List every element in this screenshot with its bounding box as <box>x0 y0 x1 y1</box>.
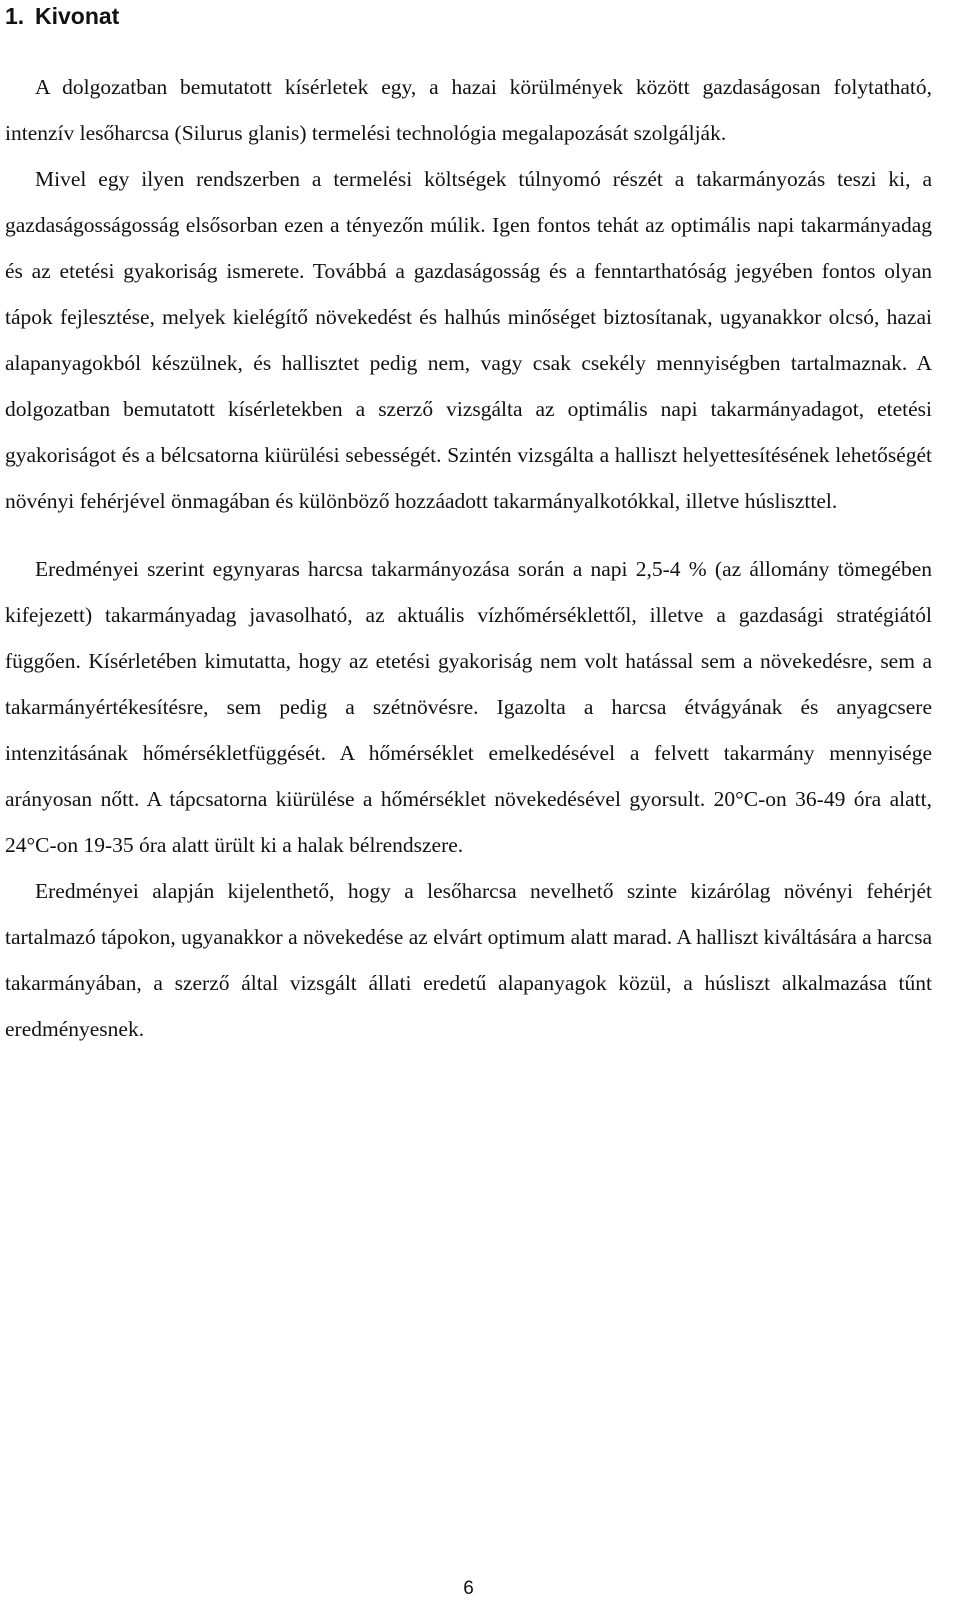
paragraph-background: Mivel egy ilyen rendszerben a termelési költségek túlnyomó részét a takarmányozás teszi ki, a gazdaságosságosság elsősorban ezen a tényezőn múlik. Igen fontos tehát az optimális napi takarmányadag és az etetési gyakoriság ismerete. Továbbá a gazdaságosság és a fenntarthatóság jegyében fontos olyan tápok fejlesztése, melyek kielégítő növekedést és halhús minőséget biztosítanak, ugyanakkor olcsó, hazai alapanyagokból készülnek, és hallisztet pedig nem, vagy csak csekély mennyiségben tartalmaznak. A dolgozatban bemutatott kísérletekben a szerző vizsgálta az optimális napi takarmányadagot, etetési gyakoriságot és a bélcsatorna kiürülési sebességét. Szintén vizsgálta a halliszt helyettesítésének lehetőségét növényi fehérjével önmagában és különböző hozzáadott takarmányalkotókkal, illetve húsliszttel. <box>5 167 932 513</box>
paragraph-conclusion: Eredményei alapján kijelenthető, hogy a lesőharcsa nevelhető szinte kizárólag növényi fehérjét tartalmazó tápokon, ugyanakkor a növekedése az elvárt optimum alatt marad. A halliszt kiváltására a harcsa takarmányában, a szerző által vizsgált állati eredetű alapanyagok közül, a húsliszt alkalmazása tűnt eredményesnek. <box>5 879 932 1041</box>
section-title: Kivonat <box>35 3 120 29</box>
paragraph-results: Eredményei szerint egynyaras harcsa takarmányozása során a napi 2,5-4 % (az állomány tömegében kifejezett) takarmányadag javasolható, az aktuális vízhőmérséklettől, illetve a gazdasági stratégiától függően. Kísérletében kimutatta, hogy az etetési gyakoriság nem volt hatással sem a növekedésre, sem a takarmányértékesítésre, sem pedig a szétnövésre. Igazolta a harcsa étvágyának és anyagcsere intenzitásának hőmérsékletfüggését. A hőmérséklet emelkedésével a felvett takarmány mennyisége arányosan nőtt. A tápcsatorna kiürülése a hőmérséklet növekedésével gyorsult. 20°C-on 36-49 óra alatt, 24°C-on 19-35 óra alatt ürült ki a halak bélrendszere. <box>5 557 932 857</box>
paragraph-intro: A dolgozatban bemutatott kísérletek egy, a hazai körülmények között gazdaságosan folytatható, intenzív lesőharcsa (Silurus glanis) termelési technológia megalapozását szolgálják. <box>5 75 932 145</box>
page-number: 6 <box>463 1578 474 1599</box>
document-page <box>5 0 932 1052</box>
section-heading <box>5 0 932 30</box>
section-number: 1. <box>5 3 25 29</box>
